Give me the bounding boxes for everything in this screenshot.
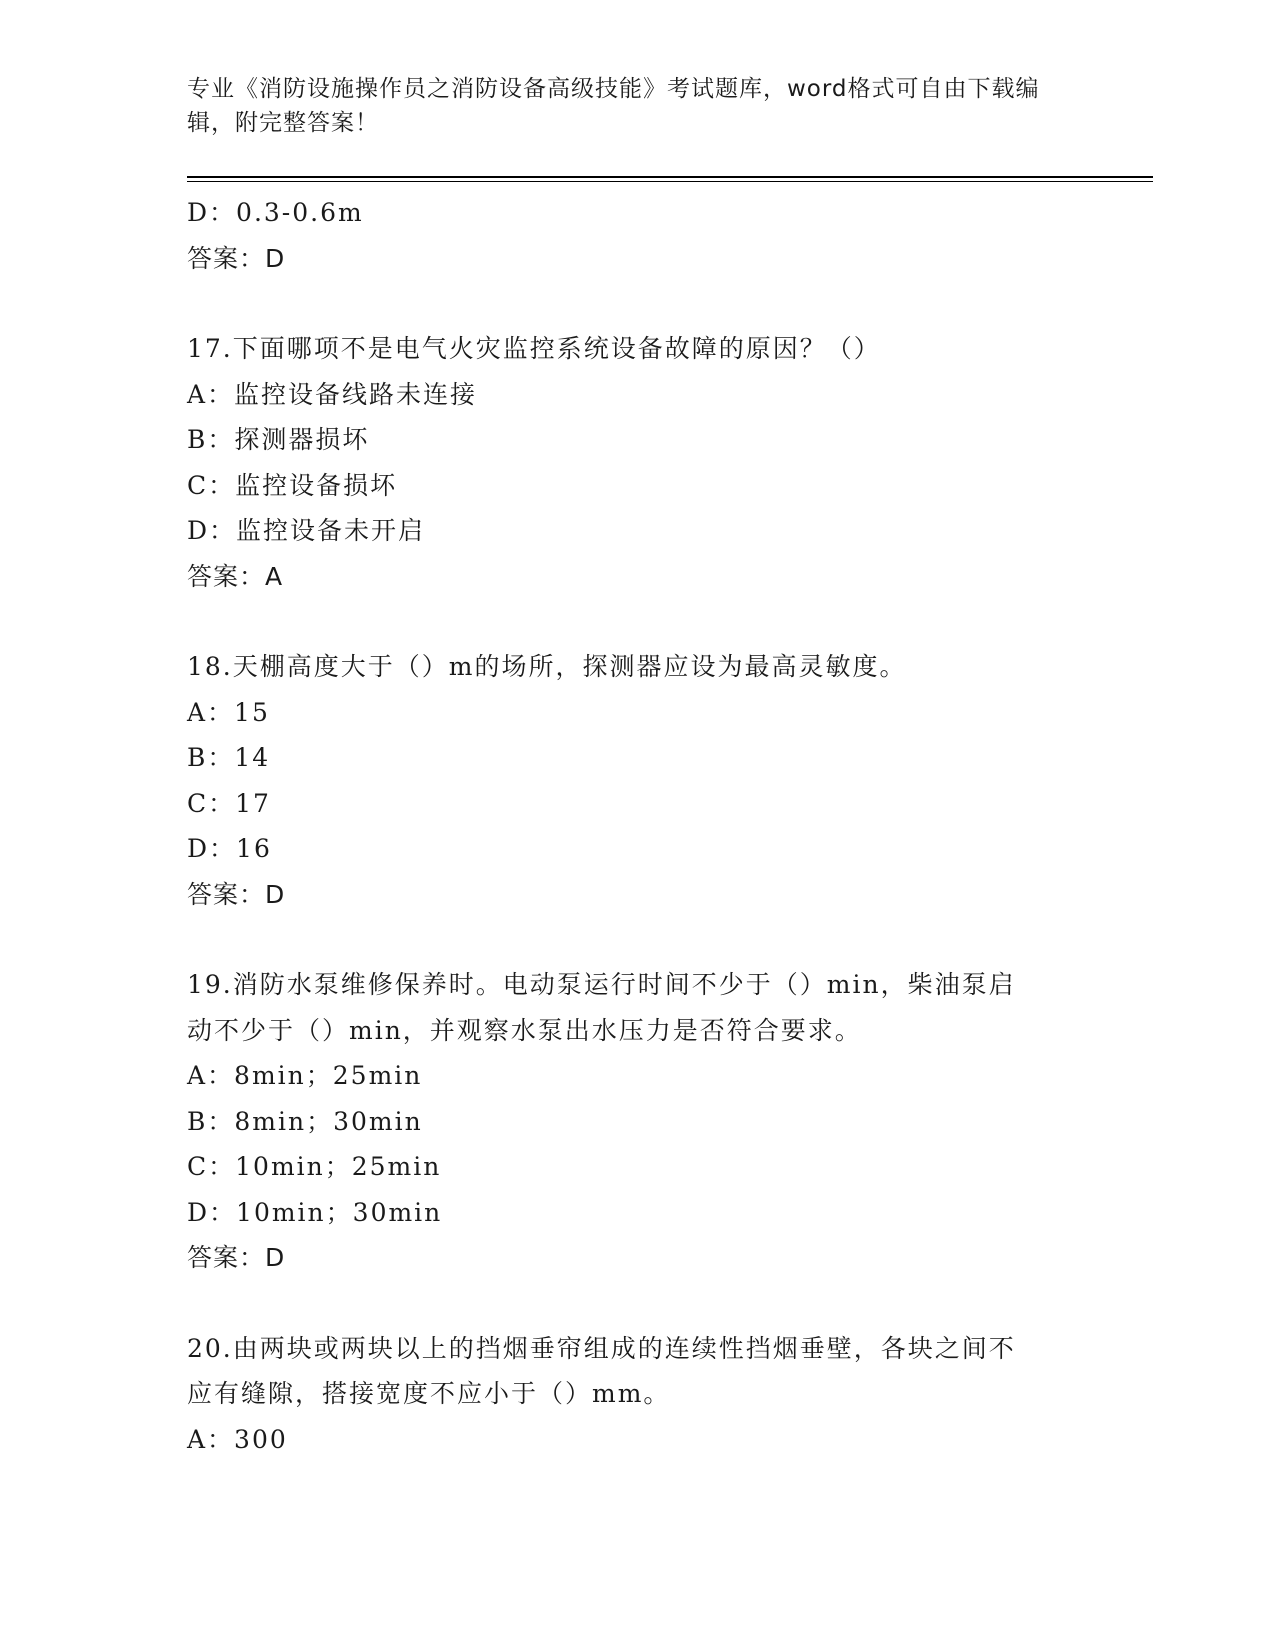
answer-line: 答案：D <box>187 1243 286 1272</box>
question-list <box>187 190 1087 1462</box>
spacer <box>187 281 1087 326</box>
option-d: D：监控设备未开启 <box>187 516 426 545</box>
question-text: 17.下面哪项不是电气火灾监控系统设备故障的原因？（） <box>187 334 881 363</box>
question-18 <box>187 644 1087 917</box>
option-a: A：监控设备线路未连接 <box>187 379 478 409</box>
option-b: B：8min；30min <box>187 1106 423 1136</box>
option-a: A：15 <box>187 697 270 727</box>
spacer <box>187 1281 1087 1326</box>
option-b: B：14 <box>187 743 271 772</box>
option-a: A：8min；25min <box>187 1061 423 1090</box>
answer-line: 答案：D <box>187 879 286 909</box>
option-c: C：监控设备损坏 <box>187 470 398 500</box>
question-text: 18.天棚高度大于（）m的场所，探测器应设为最高灵敏度。 <box>187 652 907 681</box>
answer-line: 答案：D <box>187 243 286 273</box>
header-divider-thick <box>187 176 1153 178</box>
question-text-continued: 应有缝隙，搭接宽度不应小于（）mm。 <box>187 1379 671 1408</box>
option-a: A：300 <box>187 1424 288 1454</box>
question-text: 19.消防水泵维修保养时。电动泵运行时间不少于（）min，柴油泵启 <box>187 970 1016 999</box>
option-d: D：10min；30min <box>187 1197 443 1227</box>
spacer <box>187 917 1087 962</box>
option-d: D：0.3-0.6m <box>187 198 364 227</box>
option-c: C：17 <box>187 788 271 818</box>
option-d: D：16 <box>187 834 272 863</box>
spacer <box>187 599 1087 644</box>
question-text-continued: 动不少于（）min，并观察水泵出水压力是否符合要求。 <box>187 1015 862 1045</box>
answer-line: 答案：A <box>187 561 284 591</box>
header-divider-thin <box>187 181 1153 182</box>
option-b: B：探测器损坏 <box>187 425 370 454</box>
header-line-2: 辑，附完整答案！ <box>187 110 379 136</box>
document-header <box>187 72 1067 140</box>
option-c: C：10min；25min <box>187 1152 442 1181</box>
question-17 <box>187 326 1087 599</box>
question-text: 20.由两块或两块以上的挡烟垂帘组成的连续性挡烟垂壁，各块之间不 <box>187 1333 1016 1363</box>
question-20 <box>187 1326 1087 1463</box>
header-line-1: 专业《消防设施操作员之消防设备高级技能》考试题库，word格式可自由下载编 <box>187 76 1040 102</box>
question-19 <box>187 962 1087 1281</box>
